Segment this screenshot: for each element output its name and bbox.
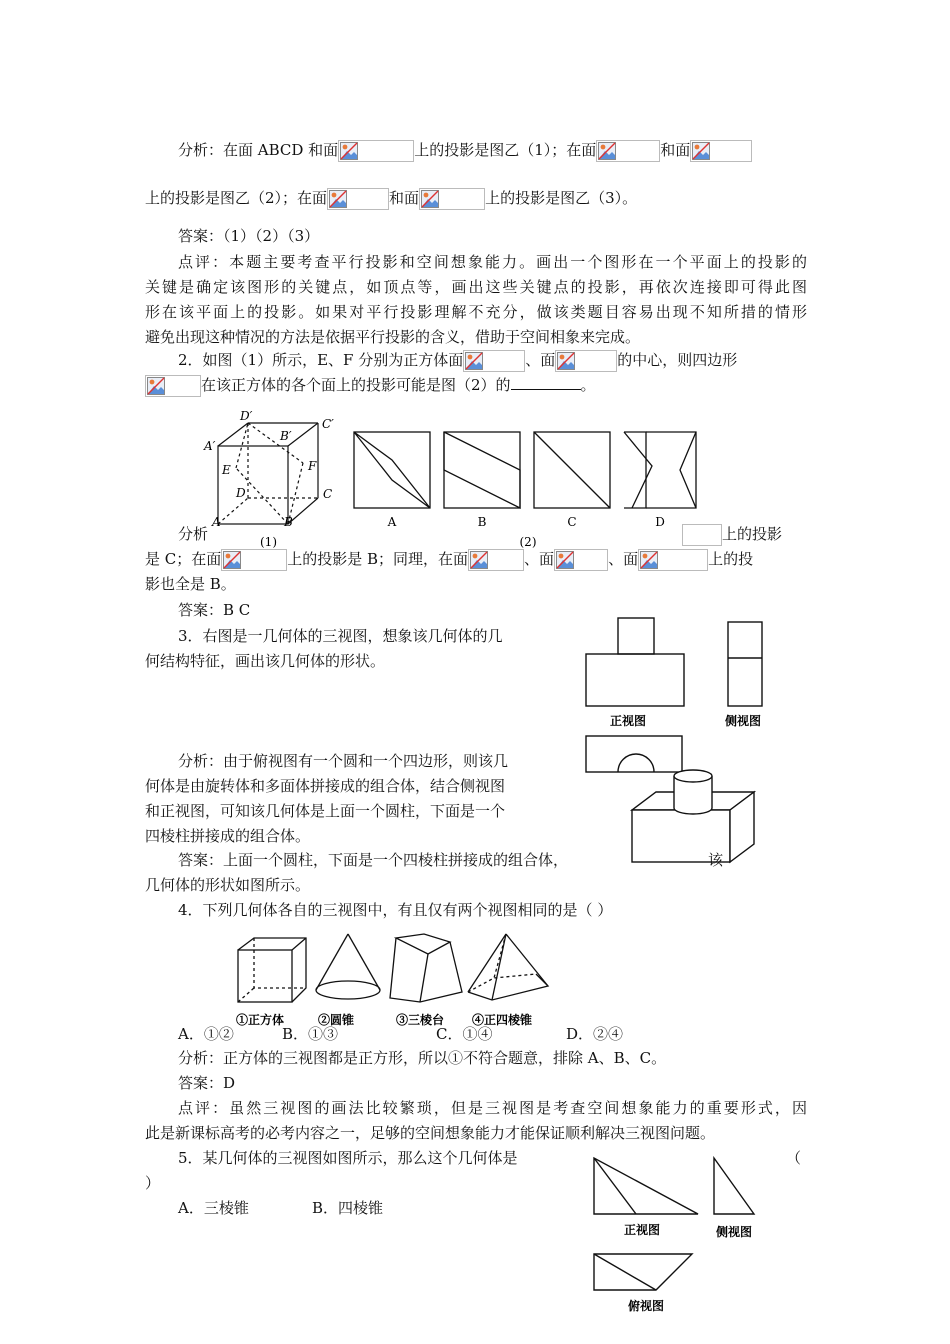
label-A1: A′ bbox=[204, 439, 216, 453]
label-D: D bbox=[236, 486, 246, 500]
q1-comment-l4: 避免出现这种情况的方法是依据平行投影的含义，借助于空间相象来完成。 bbox=[145, 328, 641, 346]
q4-comment-l2: 此是新课标高考的必考内容之一，足够的空间想象能力才能保证顺利解决三视图问题。 bbox=[145, 1124, 716, 1142]
broken-image-icon bbox=[419, 188, 485, 210]
q3-stem-l2: 何结构特征，画出该几何体的形状。 bbox=[145, 652, 386, 670]
label-B: B bbox=[284, 515, 293, 529]
solid-pyramid-caption: ④正四棱锥 bbox=[472, 1013, 533, 1027]
broken-image-icon bbox=[468, 549, 524, 571]
q5-top-view-caption: 俯视图 bbox=[628, 1299, 665, 1313]
q5-stem: 5．某几何体的三视图如图所示，那么这个几何体是 bbox=[178, 1149, 518, 1167]
label-B1: B′ bbox=[280, 429, 292, 443]
q2-analysis-line1: 分析 上的投影 bbox=[178, 524, 807, 546]
cube-front-face bbox=[218, 446, 288, 524]
q2-stem-line1: 2．如图（1）所示，E、F 分别为正方体面 、面 的中心，则四边形 bbox=[178, 350, 807, 372]
q4-option-a[interactable]: A．①② bbox=[178, 1025, 234, 1043]
q5-front-view-caption: 正视图 bbox=[624, 1223, 661, 1237]
q4-answer: 答案：D bbox=[178, 1074, 236, 1092]
q5-views-figure bbox=[586, 1150, 776, 1316]
fig2-caption: (2) bbox=[519, 535, 537, 549]
q1-analysis-line2: 上的投影是图乙（2）；在面 和面 上的投影是图乙（3）。 bbox=[145, 188, 807, 210]
q2-answer: 答案：B C bbox=[178, 601, 251, 619]
broken-image-icon bbox=[327, 188, 389, 210]
q3-analysis-l2: 何体是由旋转体和多面体拼接成的组合体，结合侧视图 bbox=[145, 777, 506, 795]
q1-comment-l3: 形在该平面上的投影。如果对平行投影理解不充分，做该类题目容易出现不知所措的情形 bbox=[145, 303, 807, 321]
q3-analysis-l1: 分析：由于俯视图有一个圆和一个四边形，则该几 bbox=[178, 752, 509, 770]
q5-side-view-caption: 侧视图 bbox=[716, 1225, 753, 1239]
label-A: A bbox=[212, 515, 221, 529]
option-A-label: A bbox=[387, 515, 397, 529]
q4-option-b[interactable]: B．①③ bbox=[282, 1025, 339, 1043]
label-F: F bbox=[308, 459, 317, 473]
side-view-caption: 侧视图 bbox=[725, 714, 762, 728]
q5-option-b[interactable]: B．四棱锥 bbox=[312, 1199, 384, 1217]
q5-option-a[interactable]: A．三棱锥 bbox=[178, 1199, 249, 1217]
q5-paren-open: （ bbox=[786, 1149, 802, 1167]
q5-paren-close: ） bbox=[145, 1174, 161, 1192]
broken-image-icon bbox=[554, 549, 608, 571]
q4-options bbox=[178, 1024, 807, 1044]
q4-option-c[interactable]: C．①④ bbox=[436, 1025, 493, 1043]
label-C1: C′ bbox=[322, 417, 334, 431]
q4-option-d[interactable]: D．②④ bbox=[566, 1025, 624, 1043]
q1-comment-l1: 点评：本题主要考查平行投影和空间想象能力。画出一个图形在一个平面上的投影的 bbox=[178, 253, 807, 271]
broken-image-icon bbox=[596, 140, 660, 162]
option-C-label: C bbox=[567, 515, 577, 529]
fig1-caption: (1) bbox=[260, 535, 277, 548]
solid-cube-caption: ①正方体 bbox=[236, 1013, 285, 1027]
label-C: C bbox=[323, 487, 333, 501]
broken-image-icon bbox=[555, 350, 617, 372]
front-view-caption: 正视图 bbox=[610, 714, 647, 728]
q4-analysis: 分析：正方体的三视图都是正方形，所以①不符合题意，排除 A、B、C。 bbox=[178, 1049, 667, 1067]
q3-answer-l2: 几何体的形状如图所示。 bbox=[145, 876, 311, 894]
q4-stem: 4．下列几何体各自的三视图中，有且仅有两个视图相同的是（ ） bbox=[178, 901, 613, 919]
broken-image-icon bbox=[145, 375, 201, 397]
broken-image-icon bbox=[682, 524, 722, 546]
q1-analysis-line1: 分析：在面 ABCD 和面 上的投影是图乙（1）；在面 和面 bbox=[178, 140, 807, 162]
q1-comment-l2: 关键是确定该图形的关键点，如顶点等，画出这些关键点的投影，再依次连接即可得此图 bbox=[145, 278, 807, 296]
q3-views-figure bbox=[578, 612, 778, 872]
solid-frustum-caption: ③三棱台 bbox=[396, 1013, 445, 1027]
q3-analysis-l4: 四棱柱拼接成的组合体。 bbox=[145, 827, 311, 845]
broken-image-icon bbox=[221, 549, 287, 571]
option-D-label: D bbox=[655, 515, 665, 529]
label-D1: D′ bbox=[240, 409, 253, 423]
q3-stem-l1: 3．右图是一几何体的三视图，想象该几何体的几 bbox=[178, 627, 503, 645]
q2-analysis-line3: 影也全是 B。 bbox=[145, 575, 236, 593]
broken-image-icon bbox=[463, 350, 525, 372]
q1-answer: 答案：（1）（2）（3） bbox=[178, 227, 320, 245]
q2-analysis-line2: 是 C；在面 上的投影是 B；同理，在面 、面 、面 上的投 bbox=[145, 549, 807, 571]
solid-cone-caption: ②圆锥 bbox=[318, 1013, 355, 1027]
q4-solids-figure bbox=[232, 930, 556, 1030]
q2-stem-line2: 在该正方体的各个面上的投影可能是图（2）的 。 bbox=[145, 375, 807, 397]
broken-image-icon bbox=[638, 549, 708, 571]
q3-answer-l1: 答案：上面一个圆柱，下面是一个四棱柱拼接成的组合体， 该 bbox=[178, 851, 724, 869]
q4-comment-l1: 点评：虽然三视图的画法比较繁琐，但是三视图是考查空间想象能力的重要形式，因 bbox=[178, 1099, 807, 1117]
broken-image-icon bbox=[690, 140, 752, 162]
broken-image-icon bbox=[338, 140, 414, 162]
q3-analysis-l3: 和正视图，可知该几何体是上面一个圆柱，下面是一个 bbox=[145, 802, 506, 820]
option-B-label: B bbox=[477, 515, 487, 529]
label-E: E bbox=[222, 463, 231, 477]
